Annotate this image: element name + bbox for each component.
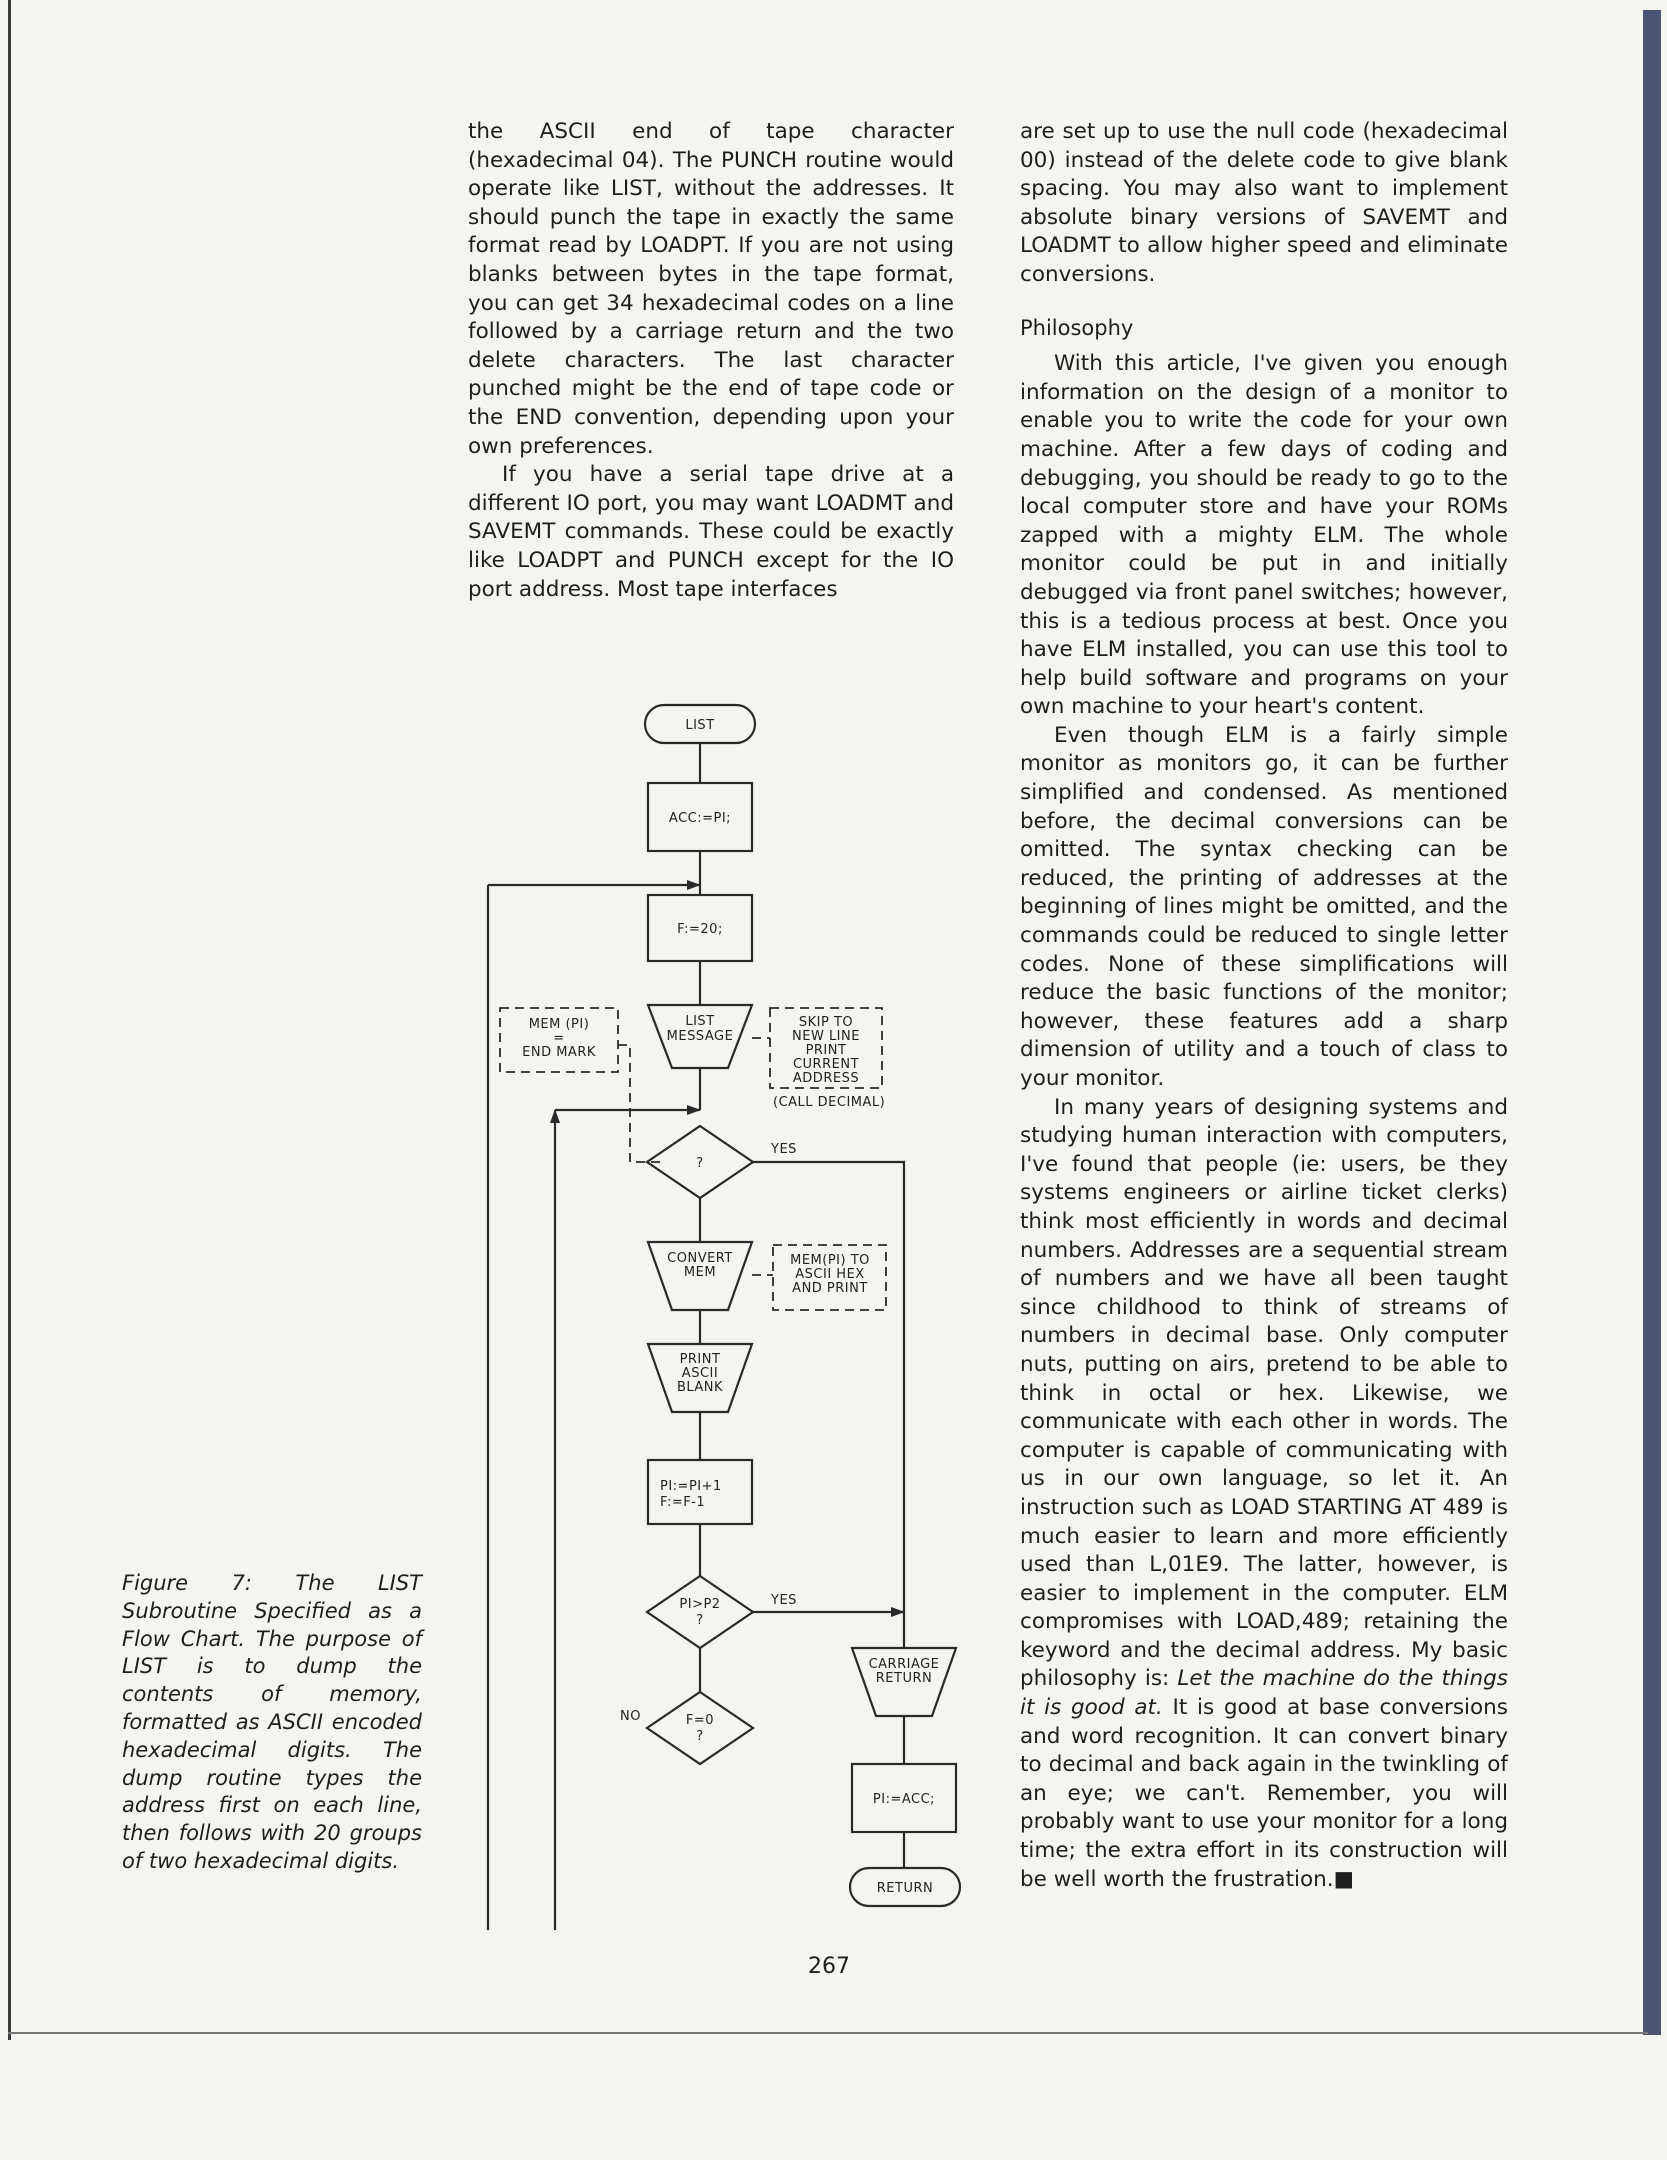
bottom-rule	[8, 2032, 1648, 2034]
decision-f-label: F=0	[685, 1713, 715, 1728]
carriage-label: CARRIAGE	[868, 1657, 940, 1672]
print-blank-label: PRINT	[679, 1352, 721, 1367]
print-blank-label: BLANK	[676, 1380, 724, 1395]
inner-loop-line	[555, 1110, 660, 1930]
paragraph: the ASCII end of tape character (hexadecimal 04). The PUNCH routine would operate like LIST, without the addresses. It should punch the tape in exactly the same format read by LOADPT. If you are not using blanks between bytes in the tape format, you can get 34 hexadecimal codes on a line followed by a carriage return and the two delete characters. The last character punched might be the end of tape code or the END convention, depending upon your own preferences.	[468, 119, 954, 459]
convert-note-text: ASCII HEX	[795, 1267, 865, 1282]
decision-f	[647, 1692, 753, 1764]
left-margin-rule	[8, 0, 11, 2040]
convert-label: CONVERT	[667, 1251, 733, 1266]
process-f-label: F:=20;	[677, 922, 723, 937]
convert-note-text: AND PRINT	[792, 1281, 868, 1296]
mem-note-text: MEM (PI)	[528, 1017, 590, 1032]
carriage-label: RETURN	[875, 1671, 933, 1686]
list-message-label: LIST	[685, 1014, 715, 1029]
figure-caption: Figure 7: The LIST Subroutine Specified as a Flow Chart. The purpose of LIST is to dump the contents of memory, formatted as ASCII encoded hexadecimal digits. The dump routine types the address first on each line, then follows with 20 groups of two hexadecimal digits.	[122, 1571, 422, 1873]
skip-note-text: PRINT	[805, 1043, 847, 1058]
yes-label: YES	[771, 1593, 797, 1608]
decision-p2-label: ?	[696, 1613, 704, 1628]
decision-p2-label: PI>P2	[679, 1597, 721, 1612]
flowchart	[470, 690, 990, 1930]
yes-label: YES	[771, 1142, 797, 1157]
paragraph: are set up to use the null code (hexadecimal 00) instead of the delete code to give blank spacing. You may also want to implement absolute binary versions of SAVEMT and LOADMT to allow higher speed and eliminate conversions.	[1020, 119, 1508, 287]
convert-note-text: MEM(PI) TO	[790, 1253, 870, 1268]
process-acc-label: ACC:=PI;	[668, 811, 732, 826]
skip-note-text: NEW LINE	[792, 1029, 860, 1044]
increment-label: F:=F-1	[660, 1495, 706, 1510]
paragraph-text: It is good at base conversions and word recognition. It can convert binary to decimal and back again in the twinkling of an eye; we can't. Remember, you will probably want to use your monitor for a long time; the extra effort in its construction will be well worth the frustration.	[1020, 1695, 1509, 1892]
skip-note-text: CURRENT	[792, 1057, 860, 1072]
paragraph	[1020, 1094, 1508, 1895]
increment-label: PI:=PI+1	[660, 1479, 722, 1494]
paragraph-text: In many years of designing systems and studying human interaction with computers, I've found that people (ie: users, be they systems engineers or airline ticket clerks) think most efficiently in words and decimal numbers. Addresses are a sequential stream of numbers and we have all been taught since childhood to think of streams of numbers in decimal base. Only computer nuts, putting on airs, pretend to be able to think in octal or hex. Likewise, we communicate with each other in words. The computer is capable of communicating with us in our own language, so let it. An instruction such as LOAD STARTING AT 489 is much easier to learn and more efficiently used than L,01E9. The latter, however, is easier to implement in the computer. ELM compromises with LOAD,489; retaining the keyword and the decimal address. My basic philosophy is:	[1020, 1094, 1508, 1692]
skip-note-text: SKIP TO	[798, 1015, 854, 1030]
section-heading: Philosophy	[1020, 315, 1134, 340]
paragraph: If you have a serial tape drive at a different IO port, you may want LOADMT and SAVEMT commands. These could be exactly like LOADPT and PUNCH except for the IO port address. Most tape interfaces	[468, 462, 954, 602]
column-left	[468, 118, 954, 604]
end-mark-icon: ■	[1333, 1866, 1354, 1892]
right-edge-bar	[1643, 10, 1661, 2035]
mem-note-connector	[618, 1045, 660, 1162]
mem-note-text: END MARK	[522, 1045, 596, 1060]
page-number: 267	[808, 1954, 850, 1979]
emphasis-text: Let the machine do the things it is good at.	[1020, 1666, 1508, 1721]
mem-note-text: =	[553, 1031, 565, 1046]
start-label: LIST	[685, 718, 715, 733]
return-label: RETURN	[876, 1881, 934, 1896]
paragraph: Even though ELM is a fairly simple monitor as monitors go, it can be further simplified and condensed. As mentioned before, the decimal conversions can be omitted. The syntax checking can be reduced, the printing of addresses at the beginning of lines might be omitted, and the commands could be reduced to single letter codes. None of these simplifications will reduce the basic functions of the monitor; however, these features add a sharp dimension of utility and a touch of class to your monitor.	[1020, 722, 1508, 1091]
yes-line	[753, 1162, 904, 1648]
decision-f-label: ?	[696, 1729, 704, 1744]
decision-end-label: ?	[696, 1156, 704, 1171]
skip-note-text: ADDRESS	[792, 1071, 860, 1086]
no-label: NO	[620, 1709, 641, 1724]
column-right	[1020, 118, 1508, 1894]
pi-acc-label: PI:=ACC;	[872, 1792, 936, 1807]
convert-label: MEM	[683, 1265, 717, 1280]
list-message-label: MESSAGE	[666, 1029, 734, 1044]
decision-p2	[647, 1576, 753, 1648]
call-decimal-label: (CALL DECIMAL)	[773, 1095, 886, 1110]
paragraph: With this article, I've given you enough information on the design of a monitor to enable you to write the code for your own machine. After a few days of coding and debugging, you should be ready to go to the local computer store and have your ROMs zapped with a mighty ELM. The whole monitor could be put in and initially debugged via front panel switches; however, this is a tedious process at best. Once you have ELM installed, you can use this tool to help build software and programs on your own machine to your heart's content.	[1020, 351, 1508, 720]
print-blank-label: ASCII	[681, 1366, 719, 1381]
